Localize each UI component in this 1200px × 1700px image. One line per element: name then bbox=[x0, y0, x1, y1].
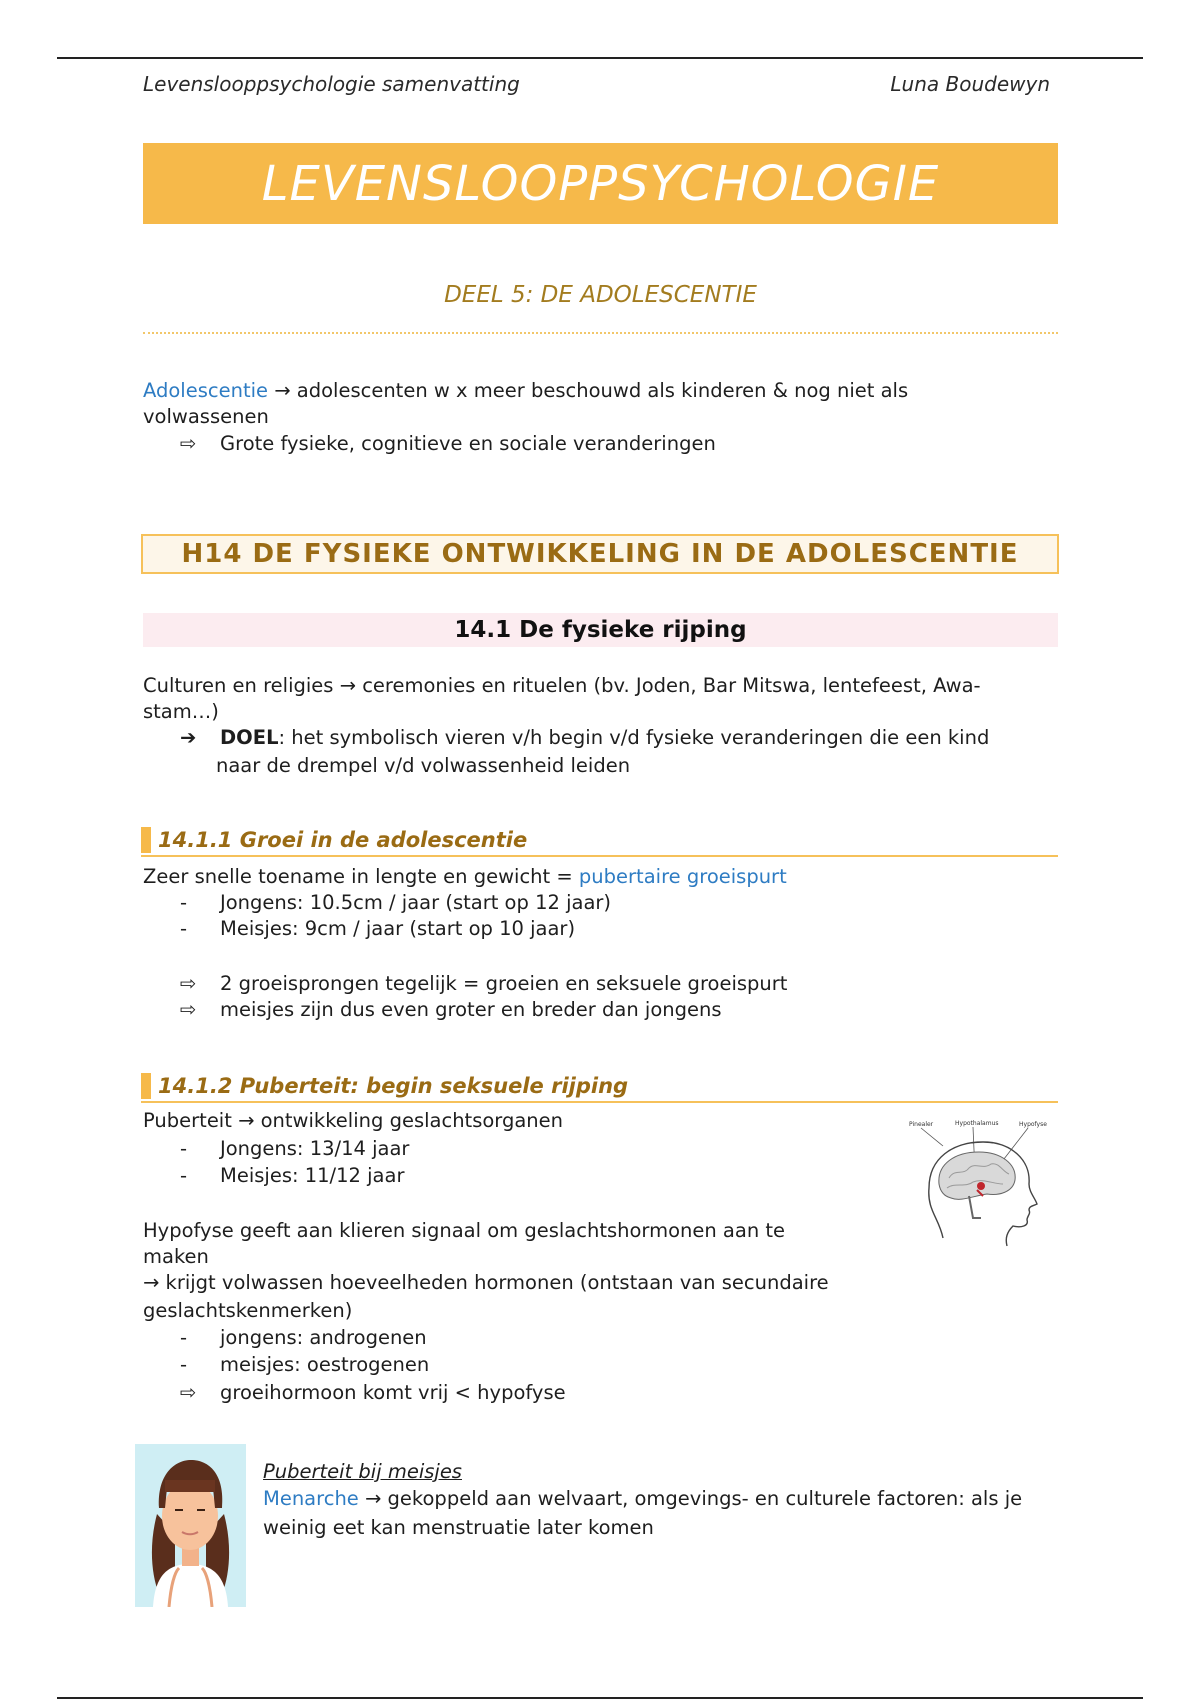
list-item: ⇨ 2 groeisprongen tegelijk = groeien en seksuele groeispurt bbox=[180, 972, 788, 995]
list-item: - Meisjes: 9cm / jaar (start op 10 jaar) bbox=[180, 917, 576, 940]
menarche-line-1: Menarche → gekoppeld aan welvaart, omgevings- en culturele factoren: als je bbox=[263, 1487, 1023, 1510]
dotted-divider bbox=[143, 332, 1058, 334]
doel-line-2: naar de drempel v/d volwassenheid leiden bbox=[216, 754, 631, 777]
culturen-line-1: Culturen en religies → ceremonies en rituelen (bv. Joden, Bar Mitswa, lentefeest, Awa- bbox=[143, 674, 981, 697]
top-rule bbox=[57, 57, 1143, 59]
double-arrow-bullet-icon: ⇨ bbox=[180, 998, 197, 1021]
chapter-heading: H14 DE FYSIEKE ONTWIKKELING IN DE ADOLESCENTIE bbox=[141, 534, 1059, 574]
list-item: - Meisjes: 11/12 jaar bbox=[180, 1164, 405, 1187]
section-heading-14-1-1: 14.1.1 Groei in de adolescentie bbox=[141, 827, 1058, 857]
figure-label-hypothalamus: Hypothalamus bbox=[955, 1120, 999, 1127]
intro-line-2: volwassenen bbox=[143, 405, 269, 428]
header-document-title: Levenslooppsychologie samenvatting bbox=[143, 72, 520, 96]
term-menarche: Menarche bbox=[263, 1487, 359, 1510]
figure-label-hypofyse: Hypofyse bbox=[1019, 1121, 1047, 1128]
section-heading-14-1: 14.1 De fysieke rijping bbox=[143, 613, 1058, 647]
menarche-line-2: weinig eet kan menstruatie later komen bbox=[263, 1516, 654, 1539]
double-arrow-bullet-icon: ⇨ bbox=[180, 1381, 197, 1404]
brain-diagram-figure bbox=[903, 1118, 1053, 1248]
hypofyse-line-3: → krijgt volwassen hoeveelheden hormonen (ontstaan van secundaire bbox=[143, 1271, 829, 1294]
title-banner bbox=[143, 143, 1058, 224]
list-item: - Jongens: 13/14 jaar bbox=[180, 1137, 410, 1160]
section-heading-14-1-2: 14.1.2 Puberteit: begin seksuele rijping bbox=[141, 1073, 1058, 1103]
list-item: - Jongens: 10.5cm / jaar (start op 12 jaar) bbox=[180, 891, 612, 914]
hypofyse-line-2: maken bbox=[143, 1245, 209, 1268]
hypofyse-line-1: Hypofyse geeft aan klieren signaal om geslachtshormonen aan te bbox=[143, 1219, 786, 1242]
figure-label-pinealer: Pinealer bbox=[909, 1121, 934, 1128]
bottom-rule bbox=[57, 1697, 1143, 1699]
list-item: ⇨ groeihormoon komt vrij < hypofyse bbox=[180, 1381, 566, 1404]
list-item: - meisjes: oestrogenen bbox=[180, 1353, 430, 1376]
doel-line-1: ➔ DOEL: het symbolisch vieren v/h begin v/d fysieke veranderingen die een kind bbox=[180, 726, 990, 749]
doel-label: DOEL bbox=[220, 726, 279, 749]
hypofyse-line-4: geslachtskenmerken) bbox=[143, 1299, 353, 1322]
culturen-line-2: stam…) bbox=[143, 700, 219, 723]
groei-line: Zeer snelle toename in lengte en gewicht = pubertaire groeispurt bbox=[143, 865, 787, 888]
main-title: LEVENSLOOPPSYCHOLOGIE bbox=[261, 155, 940, 212]
puberteit-line: Puberteit → ontwikkeling geslachtsorganen bbox=[143, 1109, 564, 1132]
girl-illustration-figure bbox=[135, 1444, 246, 1607]
header-author: Luna Boudewyn bbox=[890, 72, 1050, 96]
term-pubertaire-groeispurt: pubertaire groeispurt bbox=[578, 865, 787, 888]
bold-arrow-icon: ➔ bbox=[180, 726, 197, 749]
list-item: ⇨ meisjes zijn dus even groter en breder dan jongens bbox=[180, 998, 722, 1021]
double-arrow-bullet-icon: ⇨ bbox=[180, 432, 197, 455]
list-item: - jongens: androgenen bbox=[180, 1326, 427, 1349]
meisjes-subheading: Puberteit bij meisjes bbox=[263, 1460, 462, 1483]
double-arrow-bullet-icon: ⇨ bbox=[180, 972, 197, 995]
part-subtitle: DEEL 5: DE ADOLESCENTIE bbox=[444, 282, 757, 308]
intro-bullet: ⇨ Grote fysieke, cognitieve en sociale veranderingen bbox=[180, 432, 716, 455]
intro-line-1: Adolescentie → adolescenten w x meer beschouwd als kinderen & nog niet als bbox=[143, 379, 909, 402]
term-adolescentie: Adolescentie bbox=[143, 379, 269, 402]
